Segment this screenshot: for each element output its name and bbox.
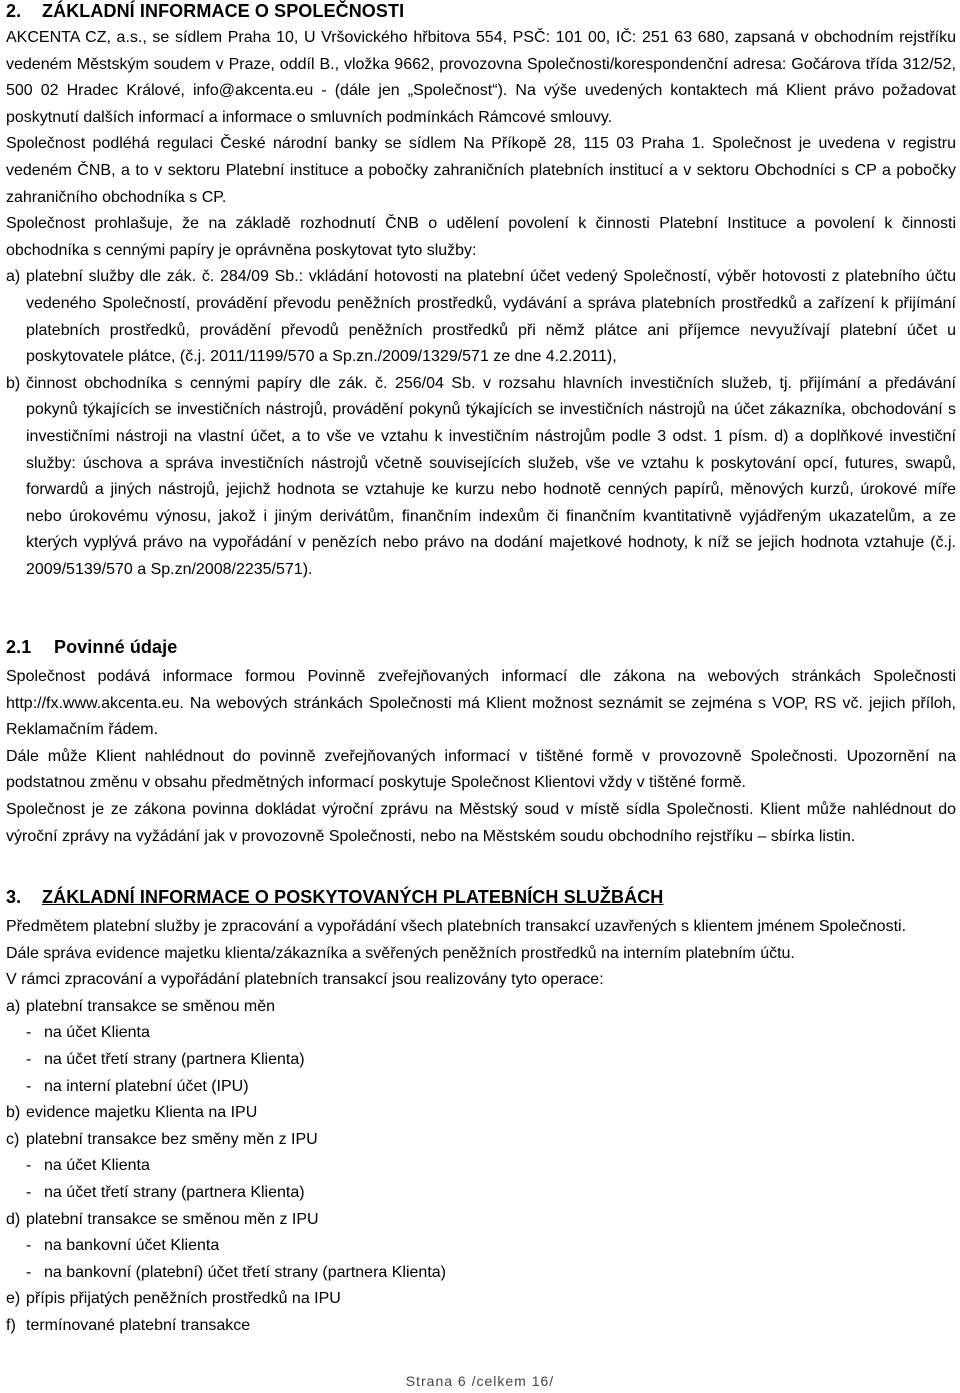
list-item [6, 994, 956, 1021]
dash-marker: - [26, 1077, 32, 1095]
list-item [6, 1207, 956, 1234]
dash-marker: - [26, 1050, 32, 1068]
section-2-1-heading [6, 637, 177, 658]
sub-list-item [6, 1153, 956, 1180]
section-3-body [6, 914, 956, 1340]
section-3-heading [6, 887, 663, 908]
dash-marker: - [26, 1263, 32, 1281]
dash-marker: - [26, 1183, 32, 1201]
sub-list-text: na účet Klienta [44, 1024, 150, 1042]
list-text: evidence majetku Klienta na IPU [26, 1104, 258, 1122]
list-marker: f) [6, 1316, 16, 1334]
section-number: 3. [6, 887, 22, 907]
list-marker: e) [6, 1290, 21, 1308]
sub-list-text: na účet třetí strany (partnera Klienta) [44, 1050, 305, 1068]
company-info-paragraph: AKCENTA CZ, a.s., se sídlem Praha 10, U Vršovického hřbitova 554, PSČ: 101 00, IČ: 251 63 680, zapsaná v obchodním rejstříku vedeném Městským soudem v Praze, oddíl B., vložka 9662, provozovna Společnosti/korespondenční adresa: Gočárova třída 312/52, 500 02 Hradec Králové, info@akcenta.eu - (dále jen „Společnost“). Na výše uvedených kontaktech má Klient právo požadovat poskytnutí dalších informací a informace o smluvních podmínkách Rámcové smlouvy. [6, 29, 956, 126]
info-paragraph: Společnost je ze zákona povinna dokládat výroční zprávu na Městský soud v místě sídla Společnosti. Klient může nahlédnout do výroční zprávy na vyžádání jak v provozovně Společnosti, nebo na Městském soudu obchodního rejstříku – sbírka listin. [6, 800, 956, 845]
section-2-1-body [6, 664, 956, 850]
section-2-body [6, 25, 956, 583]
declaration-paragraph: Společnost prohlašuje, že na základě rozhodnutí ČNB o udělení povolení k činnosti Platební Instituce a povolení k činnosti obchodníka s cennými papíry je oprávněna poskytovat tyto služby: [6, 215, 956, 259]
info-paragraph: Předmětem platební služby je zpracování a vypořádání všech platebních transakcí uzavřených s klientem jménem Společnosti. [6, 918, 907, 935]
sub-list-item [6, 1047, 956, 1074]
list-text: termínované platební transakce [26, 1316, 251, 1334]
section-title: ZÁKLADNÍ INFORMACE O SPOLEČNOSTI [42, 1, 405, 21]
list-marker: c) [6, 1130, 20, 1148]
list-text: platební transakce bez směny měn z IPU [26, 1130, 318, 1148]
sub-list-item [6, 1020, 956, 1047]
sub-list-item [6, 1180, 956, 1207]
section-title: ZÁKLADNÍ INFORMACE O POSKYTOVANÝCH PLATEBNÍCH SLUŽBÁCH [42, 887, 664, 907]
info-paragraph: Dále správa evidence majetku klienta/zákazníka a svěřených peněžních prostředků na interním platebním účtu. [6, 944, 795, 962]
section-number: 2. [6, 1, 22, 21]
sub-list-text: na bankovní účet Klienta [44, 1237, 220, 1255]
sub-list-text: na účet třetí strany (partnera Klienta) [44, 1183, 305, 1201]
dash-marker: - [26, 1237, 32, 1255]
list-marker: d) [6, 1210, 21, 1228]
list-item [6, 1127, 956, 1154]
info-paragraph: Společnost podává informace formou Povinně zveřejňovaných informací dle zákona na webových stránkách Společnosti http://fx.www.akcenta.eu. Na webových stránkách Společnosti má Klient možnost seznámit se zejména s VOP, RS vč. jejich příloh, Reklamačním řádem. [6, 668, 956, 739]
list-marker: b) [6, 374, 21, 392]
list-text: činnost obchodníka s cennými papíry dle zák. č. 256/04 Sb. v rozsahu hlavních investičních služeb, tj. přijímání a předávání pokynů týkajících se investičních nástrojů, provádění pokynů týkajících se investičních nástrojů na účet zákazníka, obchodování s investičními nástroji na vlastní účet, a to vše ve vztahu k investičním nástrojům podle 3 odst. 1 písm. d) a doplňkové investiční služby: úschova a správa investičních nástrojů včetně souvisejících služeb, vše ve vztahu k poskytování opcí, futures, swapů, forwardů a jiných nástrojů, jejichž hodnota se vztahuje ke kurzu nebo hodnotě cenných papírů, měnových kurzů, úrokové míře nebo úrokovému výnosu, jakož i jiným derivátům, finančním indexům či finančním kvantitativně vyjádřeným ukazatelům, a ze kterých vyplývá právo na vypořádání v penězích nebo právo na dodání majetkové hodnoty, k níž se jejich hodnota vztahuje (č.j. 2009/5139/570 a Sp.zn/2008/2235/571). [26, 374, 956, 578]
list-text: platební transakce se směnou měn z IPU [26, 1210, 319, 1228]
list-marker: a) [6, 997, 21, 1015]
list-item [6, 1100, 956, 1127]
list-item [6, 371, 956, 584]
list-text: přípis přijatých peněžních prostředků na IPU [26, 1290, 341, 1308]
section-2-heading [6, 1, 404, 22]
sub-list-item [6, 1260, 956, 1287]
list-marker: a) [6, 268, 21, 286]
list-item [6, 264, 956, 370]
list-item [6, 1313, 956, 1340]
dash-marker: - [26, 1157, 32, 1175]
sub-list-text: na bankovní (platební) účet třetí strany (partnera Klienta) [44, 1263, 446, 1281]
sub-list-text: na účet Klienta [44, 1157, 150, 1175]
dash-marker: - [26, 1024, 32, 1042]
page-footer: Strana 6 /celkem 16/ [405, 1373, 555, 1389]
sub-list-item [6, 1074, 956, 1101]
sub-list-text: na interní platební účet (IPU) [44, 1077, 249, 1095]
info-paragraph: Dále může Klient nahlédnout do povinně zveřejňovaných informací v tištěné formě v provozovně Společnosti. Upozornění na podstatnou změnu v obsahu předmětných informací poskytuje Společnost Klientovi vždy v tištěné formě. [6, 747, 956, 792]
list-text: platební služby dle zák. č. 284/09 Sb.: vkládání hotovosti na platební účet vedený Společností, výběr hotovosti z platebního účtu vedeného Společností, provádění převodu peněžních prostředků, vydávání a správa platebních prostředků a zařízení k přijímání platebních prostředků, provádění převodů peněžních prostředků při němž plátce ani příjemce nevyužívají platební účet u poskytovatele plátce, (č.j. 2011/1199/570 a Sp.zn./2009/1329/571 ze dne 4.2.2011), [26, 268, 956, 366]
list-text: platební transakce se směnou měn [26, 997, 276, 1015]
regulation-paragraph: Společnost podléhá regulaci České národní banky se sídlem Na Příkopě 28, 115 03 Praha 1. Společnost je uvedena v registru vedeném ČNB, a to v sektoru Platební instituce a pobočky zahraničních platebních institucí a v sektoru Obchodníci s CP a pobočky zahraničního obchodníka s CP. [6, 135, 956, 206]
list-item [6, 1286, 956, 1313]
section-title: Povinné údaje [54, 637, 178, 657]
info-paragraph: V rámci zpracování a vypořádání platebních transakcí jsou realizovány tyto operace: [6, 971, 604, 989]
list-marker: b) [6, 1104, 21, 1122]
section-number: 2.1 [6, 637, 32, 657]
sub-list-item [6, 1233, 956, 1260]
